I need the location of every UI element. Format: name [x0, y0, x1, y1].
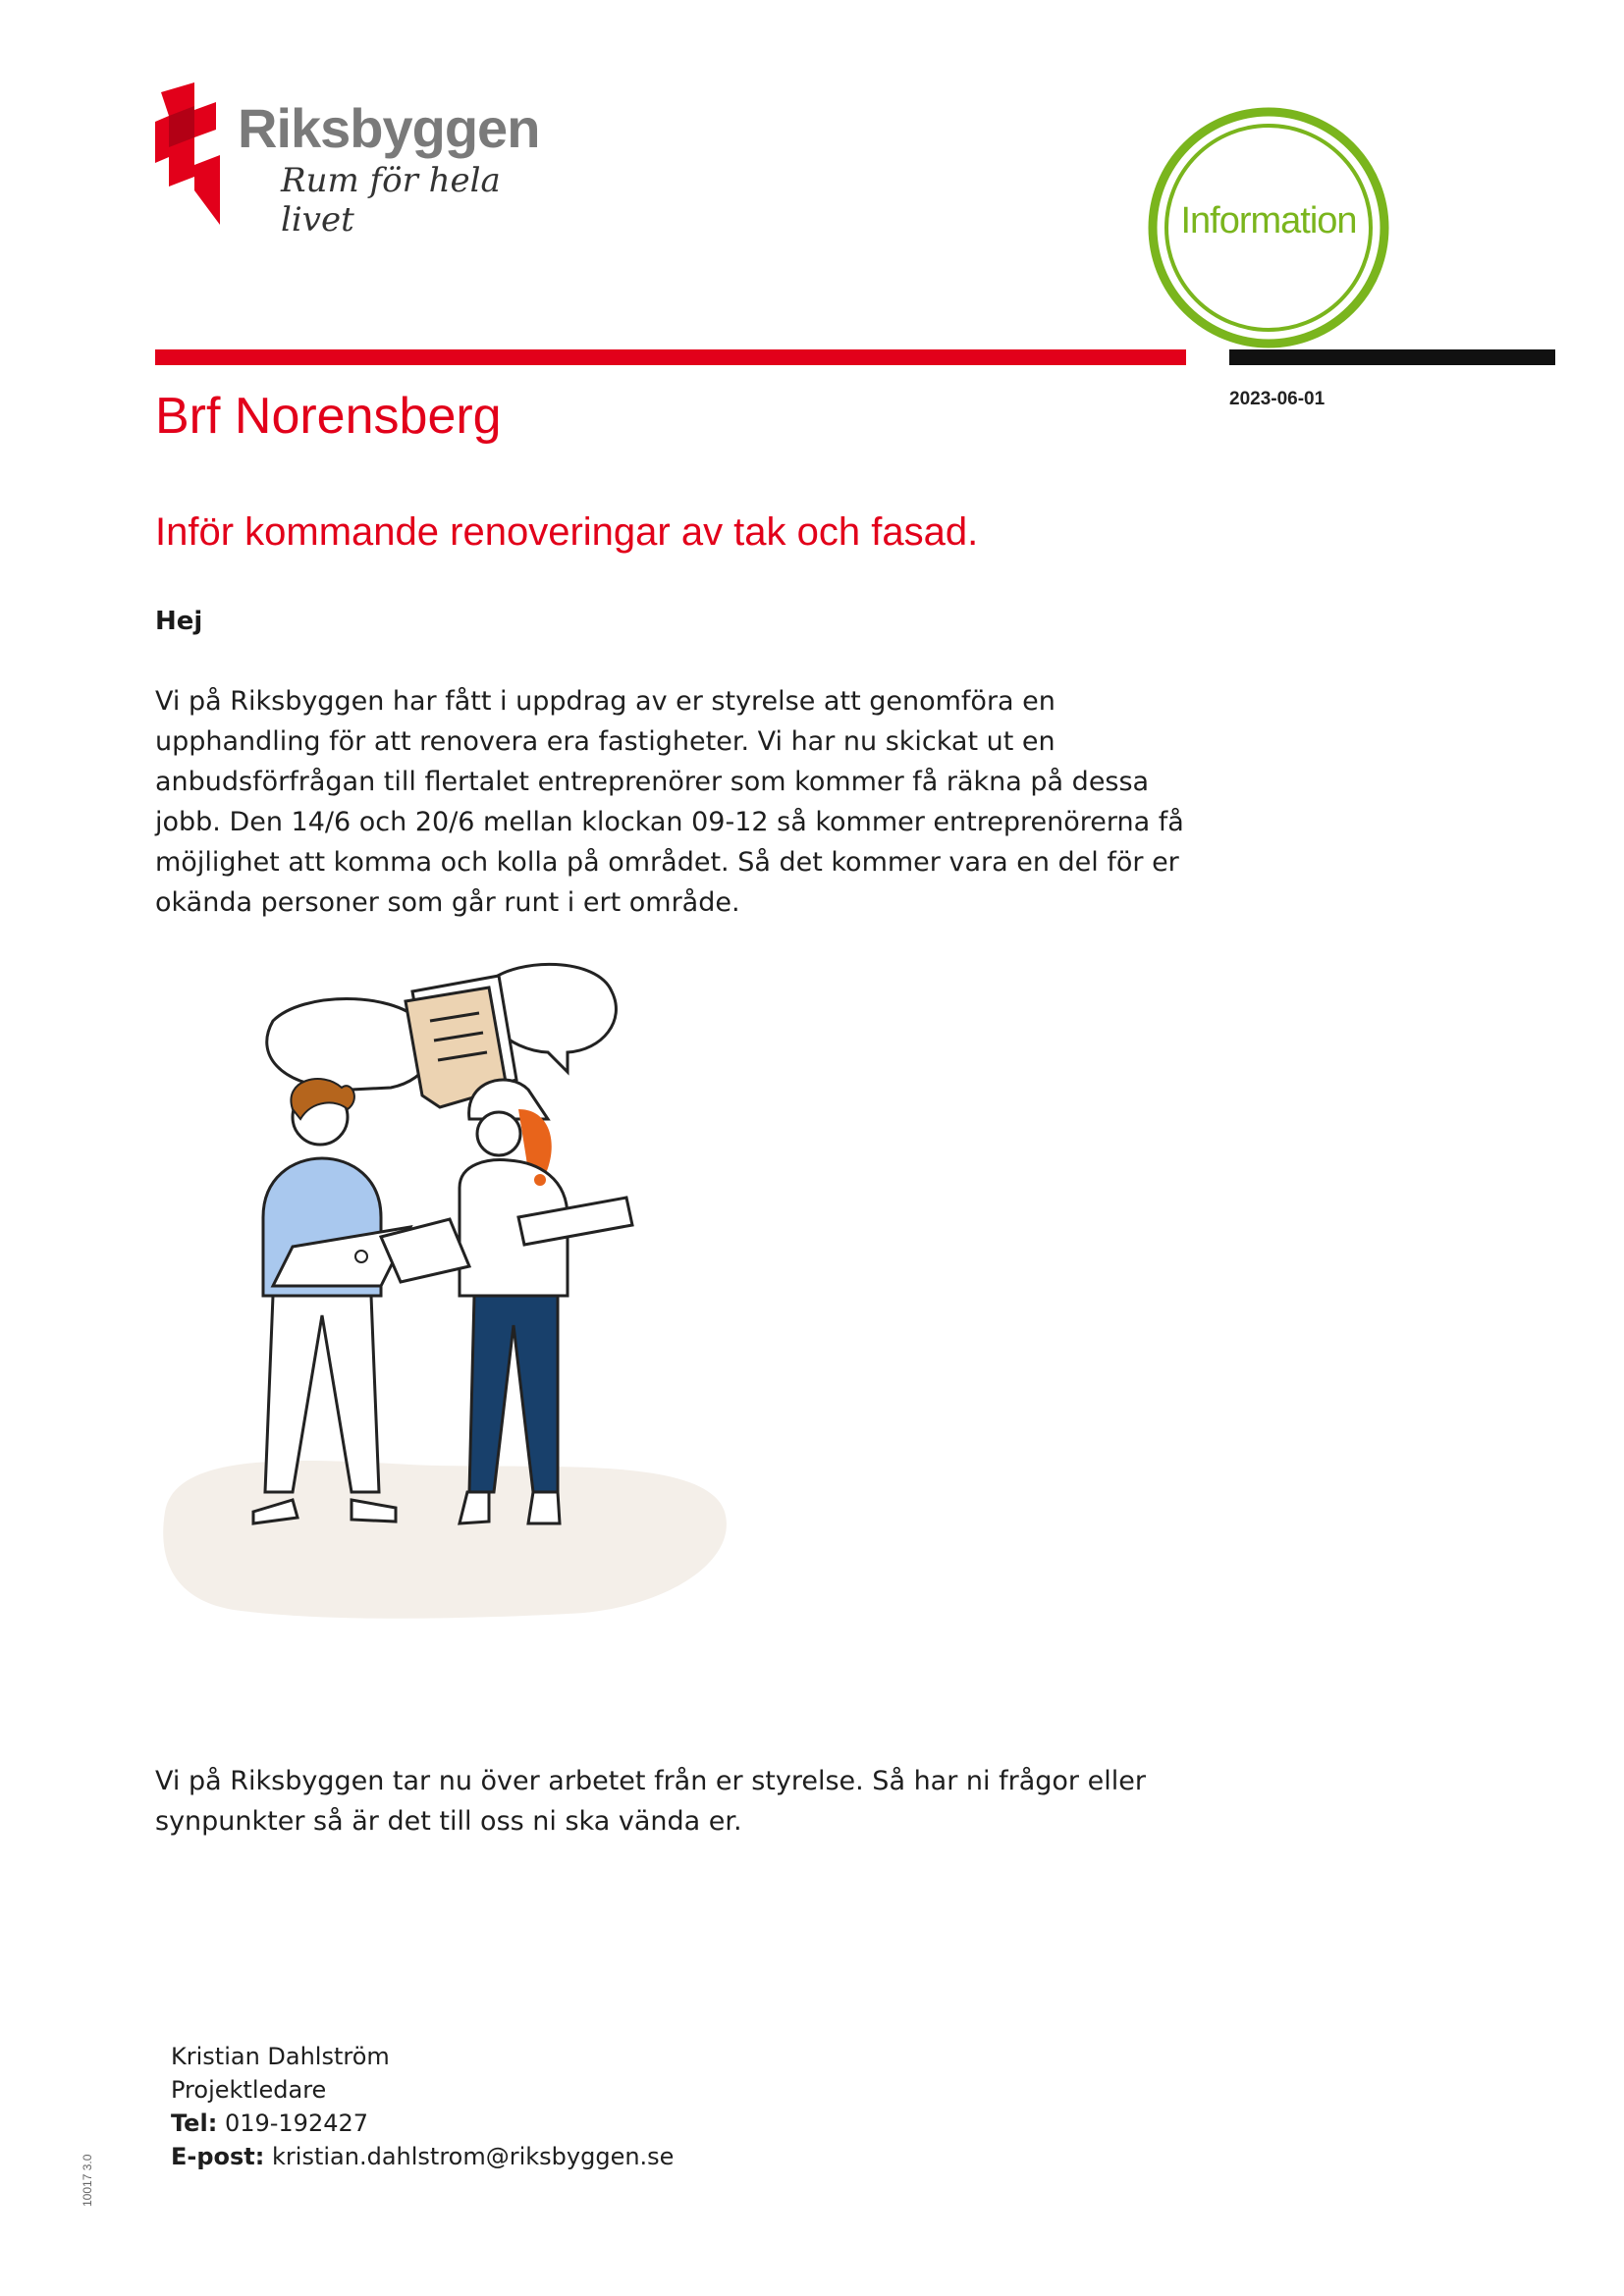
stamp-label: Information [1180, 200, 1357, 241]
people-meeting-illustration [155, 962, 734, 1639]
signature-name: Kristian Dahlström [171, 2043, 390, 2070]
information-stamp [1143, 102, 1394, 353]
email-label: E-post: [171, 2143, 265, 2170]
document-date: 2023-06-01 [1229, 389, 1326, 409]
phone-label: Tel: [171, 2109, 218, 2137]
body-paragraph-2: Vi på Riksbyggen tar nu över arbetet från er styrelse. Så har ni frågor eller synpunkter så är det till oss ni ska vända er. [155, 1766, 1146, 1837]
riksbyggen-logo-icon [155, 82, 226, 225]
email-address: kristian.dahlstrom@riksbyggen.se [272, 2143, 675, 2170]
greeting: Hej [155, 607, 203, 636]
header-rule-red [155, 349, 1186, 365]
signature-phone-line [171, 2107, 674, 2140]
riksbyggen-logo [155, 82, 577, 240]
signature-email-line [171, 2140, 674, 2173]
signature-role: Projektledare [171, 2076, 327, 2104]
document-subtitle: Inför kommande renoveringar av tak och fasad. [155, 510, 979, 554]
logo-tagline: Rum för hela livet [281, 161, 501, 240]
signature-block [171, 2040, 674, 2173]
body-paragraph-1: Vi på Riksbyggen har fått i uppdrag av er styrelse att genomföra en upphandling för att renovera era fastigheter. Vi har nu skickat ut en anbudsförfrågan till flertalet entreprenörer som kommer få räkna på dessa jobb. Den 14/6 och 20/6 mellan klockan 09-12 så kommer entreprenörerna få möjlighet att komma och kolla på området. Så det kommer vara en del för er okända personer som går runt i ert område. [155, 686, 1184, 918]
document-title: Brf Norensberg [155, 388, 502, 445]
logo-wordmark: Riksbyggen [238, 97, 540, 159]
form-code: 10017 3.0 [81, 2154, 94, 2207]
header-rule-black [1229, 349, 1555, 365]
phone-number: 019-192427 [224, 2109, 369, 2137]
